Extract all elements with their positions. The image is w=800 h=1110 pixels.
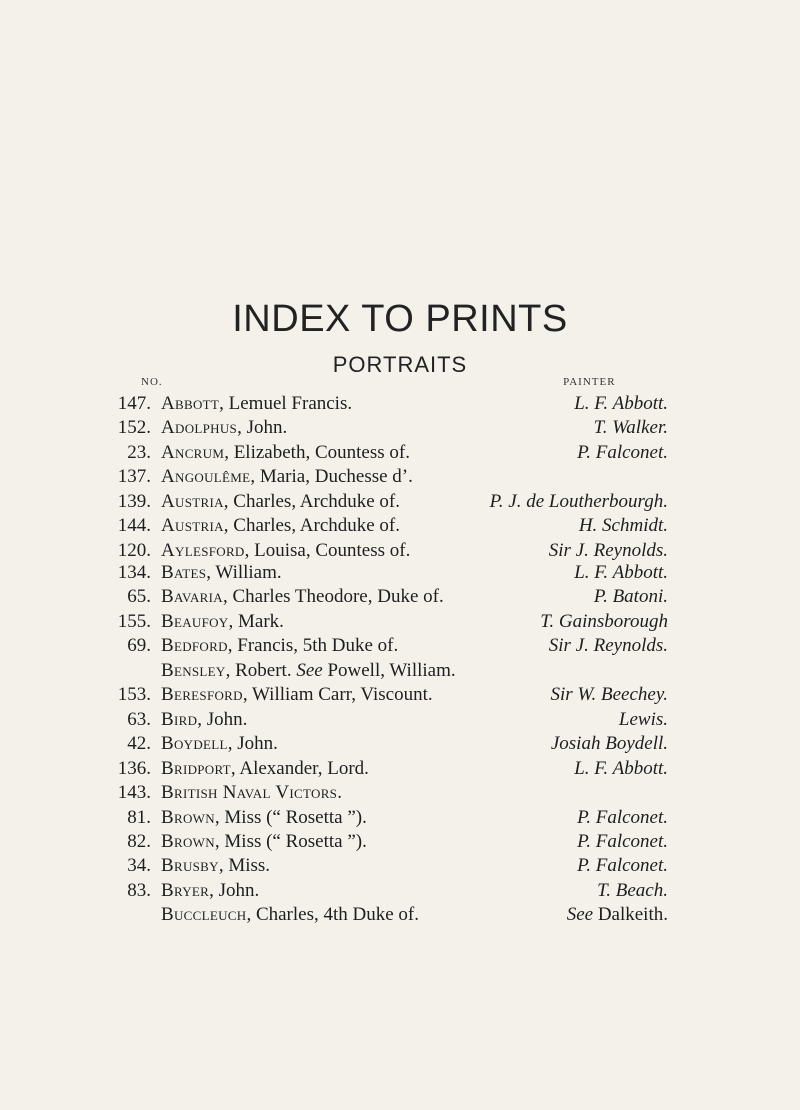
entry-name: [161, 854, 270, 877]
entry-surname: Aylesford: [161, 539, 245, 561]
entry-name: [161, 561, 282, 584]
entry-forenames: , Mark.: [228, 610, 284, 632]
entry-painter: L. F. Abbott.: [574, 562, 668, 583]
entry-number: 69.: [127, 635, 151, 657]
entry-name: [161, 806, 367, 829]
entry-name: [161, 879, 259, 902]
entry-name: [161, 634, 398, 657]
index-entry: [0, 830, 800, 853]
index-entry: [0, 854, 800, 877]
entry-painter: Sir J. Reynolds.: [548, 539, 668, 561]
entry-painter: P. Falconet.: [577, 806, 668, 828]
index-entry: [0, 539, 800, 562]
entry-painter: P. Falconet.: [577, 855, 668, 877]
entry-name: [161, 539, 410, 562]
entry-surname: Brown: [161, 830, 215, 852]
entry-name: [161, 441, 410, 464]
entry-forenames: , Robert.: [225, 659, 297, 681]
entry-number: 120.: [117, 539, 151, 561]
entry-number: 34.: [127, 855, 151, 877]
entry-surname: Bedford: [161, 635, 228, 657]
entry-surname: Brown: [161, 806, 215, 828]
entry-painter: P. J. de Loutherbourgh.: [489, 490, 668, 512]
entry-forenames: , John.: [237, 417, 288, 439]
index-entry: [0, 465, 800, 488]
index-entry: [0, 757, 800, 780]
entry-name: [161, 683, 433, 706]
entry-number: 63.: [127, 708, 151, 730]
entry-number: 81.: [127, 806, 151, 828]
entry-surname: Bridport: [161, 757, 231, 779]
index-entry: [0, 879, 800, 902]
column-header-painter: PAINTER: [563, 376, 616, 388]
entry-name: [161, 903, 419, 926]
entry-forenames: , Charles, 4th Duke of.: [246, 904, 419, 926]
entry-name: [161, 708, 247, 731]
entry-surname: Buccleuch: [161, 904, 247, 926]
entry-forenames: , Charles, Archduke of.: [223, 515, 401, 537]
entry-forenames: , John.: [209, 879, 260, 901]
index-entry: [0, 781, 800, 804]
index-entry: [0, 514, 800, 537]
index-entry: [0, 392, 800, 415]
entry-painter: [567, 903, 668, 926]
entry-name: [161, 757, 369, 780]
entry-surname: Bensley: [161, 659, 226, 681]
index-entry: [0, 708, 800, 731]
entry-forenames: , William Carr, Viscount.: [242, 684, 433, 706]
entry-painter: P. Falconet.: [577, 441, 668, 463]
entry-name: [161, 585, 444, 608]
entry-forenames: , John.: [197, 708, 248, 730]
column-header-no: NO.: [141, 376, 163, 388]
entry-number: 65.: [127, 586, 151, 608]
entry-surname: Ancrum: [161, 441, 225, 463]
index-entry: [0, 903, 800, 926]
entry-painter: H. Schmidt.: [578, 515, 668, 537]
entry-surname: Beaufoy: [161, 610, 229, 632]
entry-surname: Bird: [161, 708, 198, 730]
entry-forenames: , Lemuel Francis.: [219, 393, 353, 414]
entry-number: 152.: [117, 417, 151, 439]
entry-surname: Boydell: [161, 733, 228, 755]
entry-painter: Sir J. Reynolds.: [548, 635, 668, 657]
entry-number: 155.: [117, 610, 151, 632]
index-entry: [0, 610, 800, 633]
entry-name: [161, 465, 413, 488]
entry-forenames: , Miss (“ Rosetta ”).: [214, 830, 367, 852]
entry-number: 147.: [117, 393, 151, 414]
see-reference-target: Powell, William.: [322, 659, 456, 681]
index-entry: [0, 732, 800, 755]
entry-name: [161, 781, 342, 804]
entry-forenames: , Charles Theodore, Duke of.: [222, 586, 444, 608]
page-title: INDEX TO PRINTS: [232, 298, 568, 340]
entry-surname: Brusby: [161, 855, 219, 877]
entry-surname: British Naval Victors: [161, 782, 338, 804]
entry-painter: Sir W. Beechey.: [550, 684, 668, 706]
entry-name: [161, 610, 284, 633]
entry-forenames: , John.: [227, 733, 278, 755]
entry-painter: T. Gainsborough: [540, 610, 668, 632]
section-title: PORTRAITS: [332, 352, 468, 377]
entry-surname: Abbott: [161, 393, 220, 414]
entry-number: 137.: [117, 466, 151, 488]
entry-surname: Angoulême: [161, 466, 251, 488]
entry-name: [161, 514, 400, 537]
entry-forenames: , Maria, Duchesse d’.: [250, 466, 413, 488]
entry-forenames: .: [337, 782, 342, 804]
index-entry: [0, 585, 800, 608]
index-entry: [0, 634, 800, 657]
entry-forenames: , William.: [206, 562, 282, 583]
entry-number: 82.: [127, 830, 151, 852]
entry-painter: T. Beach.: [597, 879, 668, 901]
index-entry: [0, 806, 800, 829]
entry-painter: T. Walker.: [593, 417, 668, 439]
entry-number: 143.: [117, 782, 151, 804]
entry-painter: L. F. Abbott.: [574, 393, 668, 414]
index-entry: [0, 416, 800, 439]
entry-number: 136.: [117, 757, 151, 779]
entry-name: [161, 732, 278, 755]
entry-number: 153.: [117, 684, 151, 706]
entry-painter: Lewis.: [618, 708, 668, 730]
entry-surname: Beresford: [161, 684, 243, 706]
entry-painter: Josiah Boydell.: [550, 733, 668, 755]
entry-painter: P. Falconet.: [577, 830, 668, 852]
see-reference-label: See: [566, 904, 594, 926]
entry-surname: Austria: [161, 490, 224, 512]
entry-name: [161, 830, 367, 853]
index-entry: [0, 490, 800, 513]
entry-surname: Bates: [161, 562, 207, 583]
entry-painter: L. F. Abbott.: [574, 757, 668, 779]
entry-forenames: , Miss.: [218, 855, 271, 877]
entry-name: [161, 416, 287, 439]
entry-number: 144.: [117, 515, 151, 537]
index-entry: [0, 561, 800, 584]
entry-number: 23.: [127, 441, 151, 463]
entry-surname: Adolphus: [161, 417, 238, 439]
entry-name: [161, 490, 400, 513]
entry-forenames: , Charles, Archduke of.: [223, 490, 401, 512]
entry-number: 134.: [117, 562, 151, 583]
entry-painter: P. Batoni.: [593, 586, 668, 608]
entry-forenames: , Alexander, Lord.: [230, 757, 369, 779]
entry-number: 83.: [127, 879, 151, 901]
entry-number: 42.: [127, 733, 151, 755]
entry-forenames: , Elizabeth, Countess of.: [224, 441, 410, 463]
see-reference-label: See: [296, 659, 323, 681]
see-reference-target: Dalkeith.: [593, 904, 668, 926]
entry-name: [161, 659, 456, 682]
index-entry: [0, 659, 800, 682]
entry-surname: Bavaria: [161, 586, 223, 608]
entry-forenames: , Louisa, Countess of.: [244, 539, 411, 561]
entry-number: 139.: [117, 490, 151, 512]
index-entry: [0, 683, 800, 706]
index-entry: [0, 441, 800, 464]
entry-surname: Austria: [161, 515, 224, 537]
entry-forenames: , Francis, 5th Duke of.: [227, 635, 399, 657]
entry-name: [161, 392, 352, 415]
entry-surname: Bryer: [161, 879, 210, 901]
entry-forenames: , Miss (“ Rosetta ”).: [214, 806, 367, 828]
